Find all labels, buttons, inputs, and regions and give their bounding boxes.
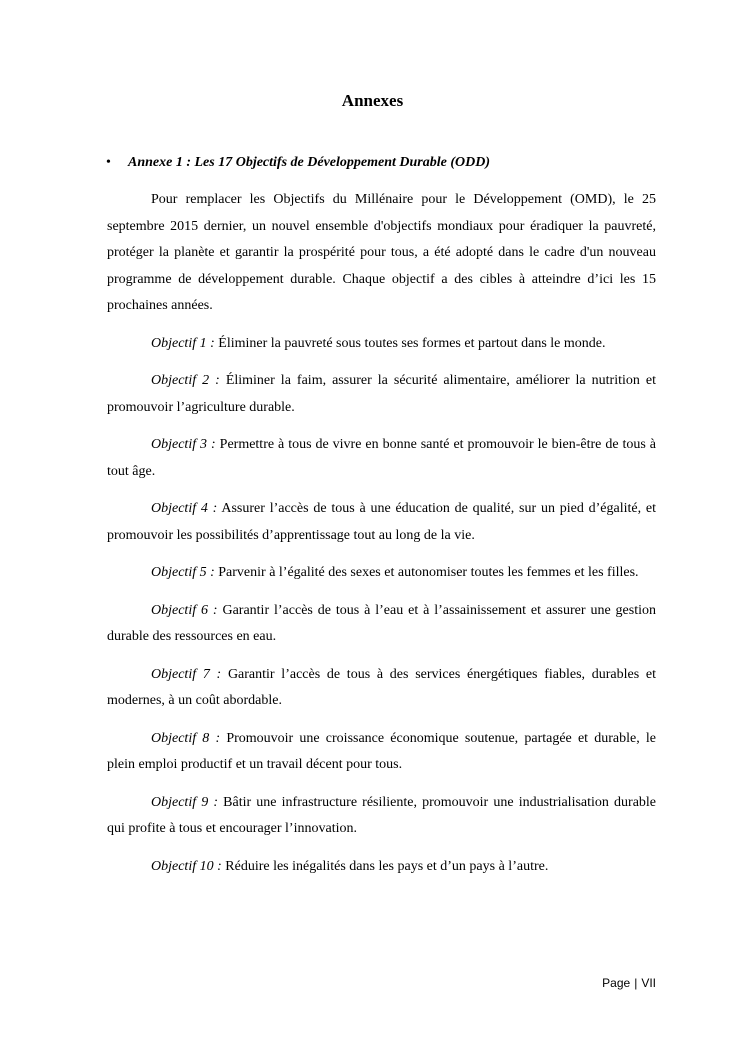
objective-label: Objectif 3 : (151, 437, 216, 452)
objective-text: Permettre à tous de vivre en bonne santé et promouvoir le bien-être de tous à tout âge. (107, 437, 657, 479)
objective-text: Réduire les inégalités dans les pays et d’un pays à l’autre. (225, 858, 549, 874)
bullet-icon: • (106, 155, 111, 170)
document-body (107, 187, 656, 880)
objective-text: Éliminer la pauvreté sous toutes ses formes et partout dans le monde. (218, 335, 606, 351)
objective-text: Garantir l’accès de tous à l’eau et à l’assainissement et assurer une gestion durable des ressources en eau. (107, 602, 656, 644)
objective-paragraph (107, 368, 656, 421)
objective-text: Promouvoir une croissance économique soutenue, partagée et durable, le plein emploi productif et un travail décent pour tous. (107, 730, 657, 772)
objective-paragraph (107, 432, 656, 485)
objective-text: Garantir l’accès de tous à des services énergétiques fiables, durables et modernes, à un coût abordable. (107, 666, 657, 708)
page-label: Page (602, 976, 631, 990)
page-number: VII (641, 976, 656, 990)
objective-text: Éliminer la faim, assurer la sécurité alimentaire, améliorer la nutrition et promouvoir l’agriculture durable. (107, 373, 657, 415)
objective-paragraph (107, 331, 656, 358)
objective-label: Objectif 1 : (151, 335, 215, 351)
objective-paragraph (107, 560, 656, 587)
objective-paragraph (107, 496, 656, 549)
objective-label: Objectif 9 : (151, 794, 219, 810)
objective-text: Bâtir une infrastructure résiliente, promouvoir une industrialisation durable qui profite à tous et encourager l’innovation. (107, 794, 657, 836)
objective-paragraph (107, 662, 656, 715)
objective-text: Assurer l’accès de tous à une éducation de qualité, sur un pied d’égalité, et promouvoir les possibilités d’apprentissage tout au long de la vie. (107, 501, 656, 543)
page-footer (602, 975, 656, 991)
objective-paragraph (107, 790, 656, 843)
objective-text: Parvenir à l’égalité des sexes et autonomiser toutes les femmes et les filles. (218, 565, 639, 580)
objective-paragraph (107, 726, 656, 779)
objective-label: Objectif 10 : (151, 858, 222, 874)
objective-label: Objectif 5 : (151, 565, 215, 580)
objective-paragraph (107, 598, 656, 651)
objective-label: Objectif 6 : (151, 602, 218, 618)
footer-separator: | (634, 976, 638, 990)
objective-label: Objectif 4 : (151, 501, 218, 516)
objective-label: Objectif 7 : (151, 666, 222, 682)
page-title: Annexes (341, 91, 404, 110)
annex-heading (106, 154, 490, 172)
objective-label: Objectif 8 : (151, 730, 221, 746)
intro-paragraph: Pour remplacer les Objectifs du Millénaire pour le Développement (OMD), le 25 septembre 2015 dernier, un nouvel ensemble d'objectifs mondiaux pour éradiquer la pauvreté, protéger la planète et garantir la prospérité pour tous, a été adopté dans le cadre d'un nouveau programme de développement durable. Chaque objectif a des cibles à atteindre d’ici les 15 prochaines années. (107, 192, 656, 313)
objective-paragraph (107, 854, 656, 881)
objective-label: Objectif 2 : (151, 373, 220, 388)
annex-heading-text: Annexe 1 : Les 17 Objectifs de Développement Durable (ODD) (128, 155, 490, 170)
